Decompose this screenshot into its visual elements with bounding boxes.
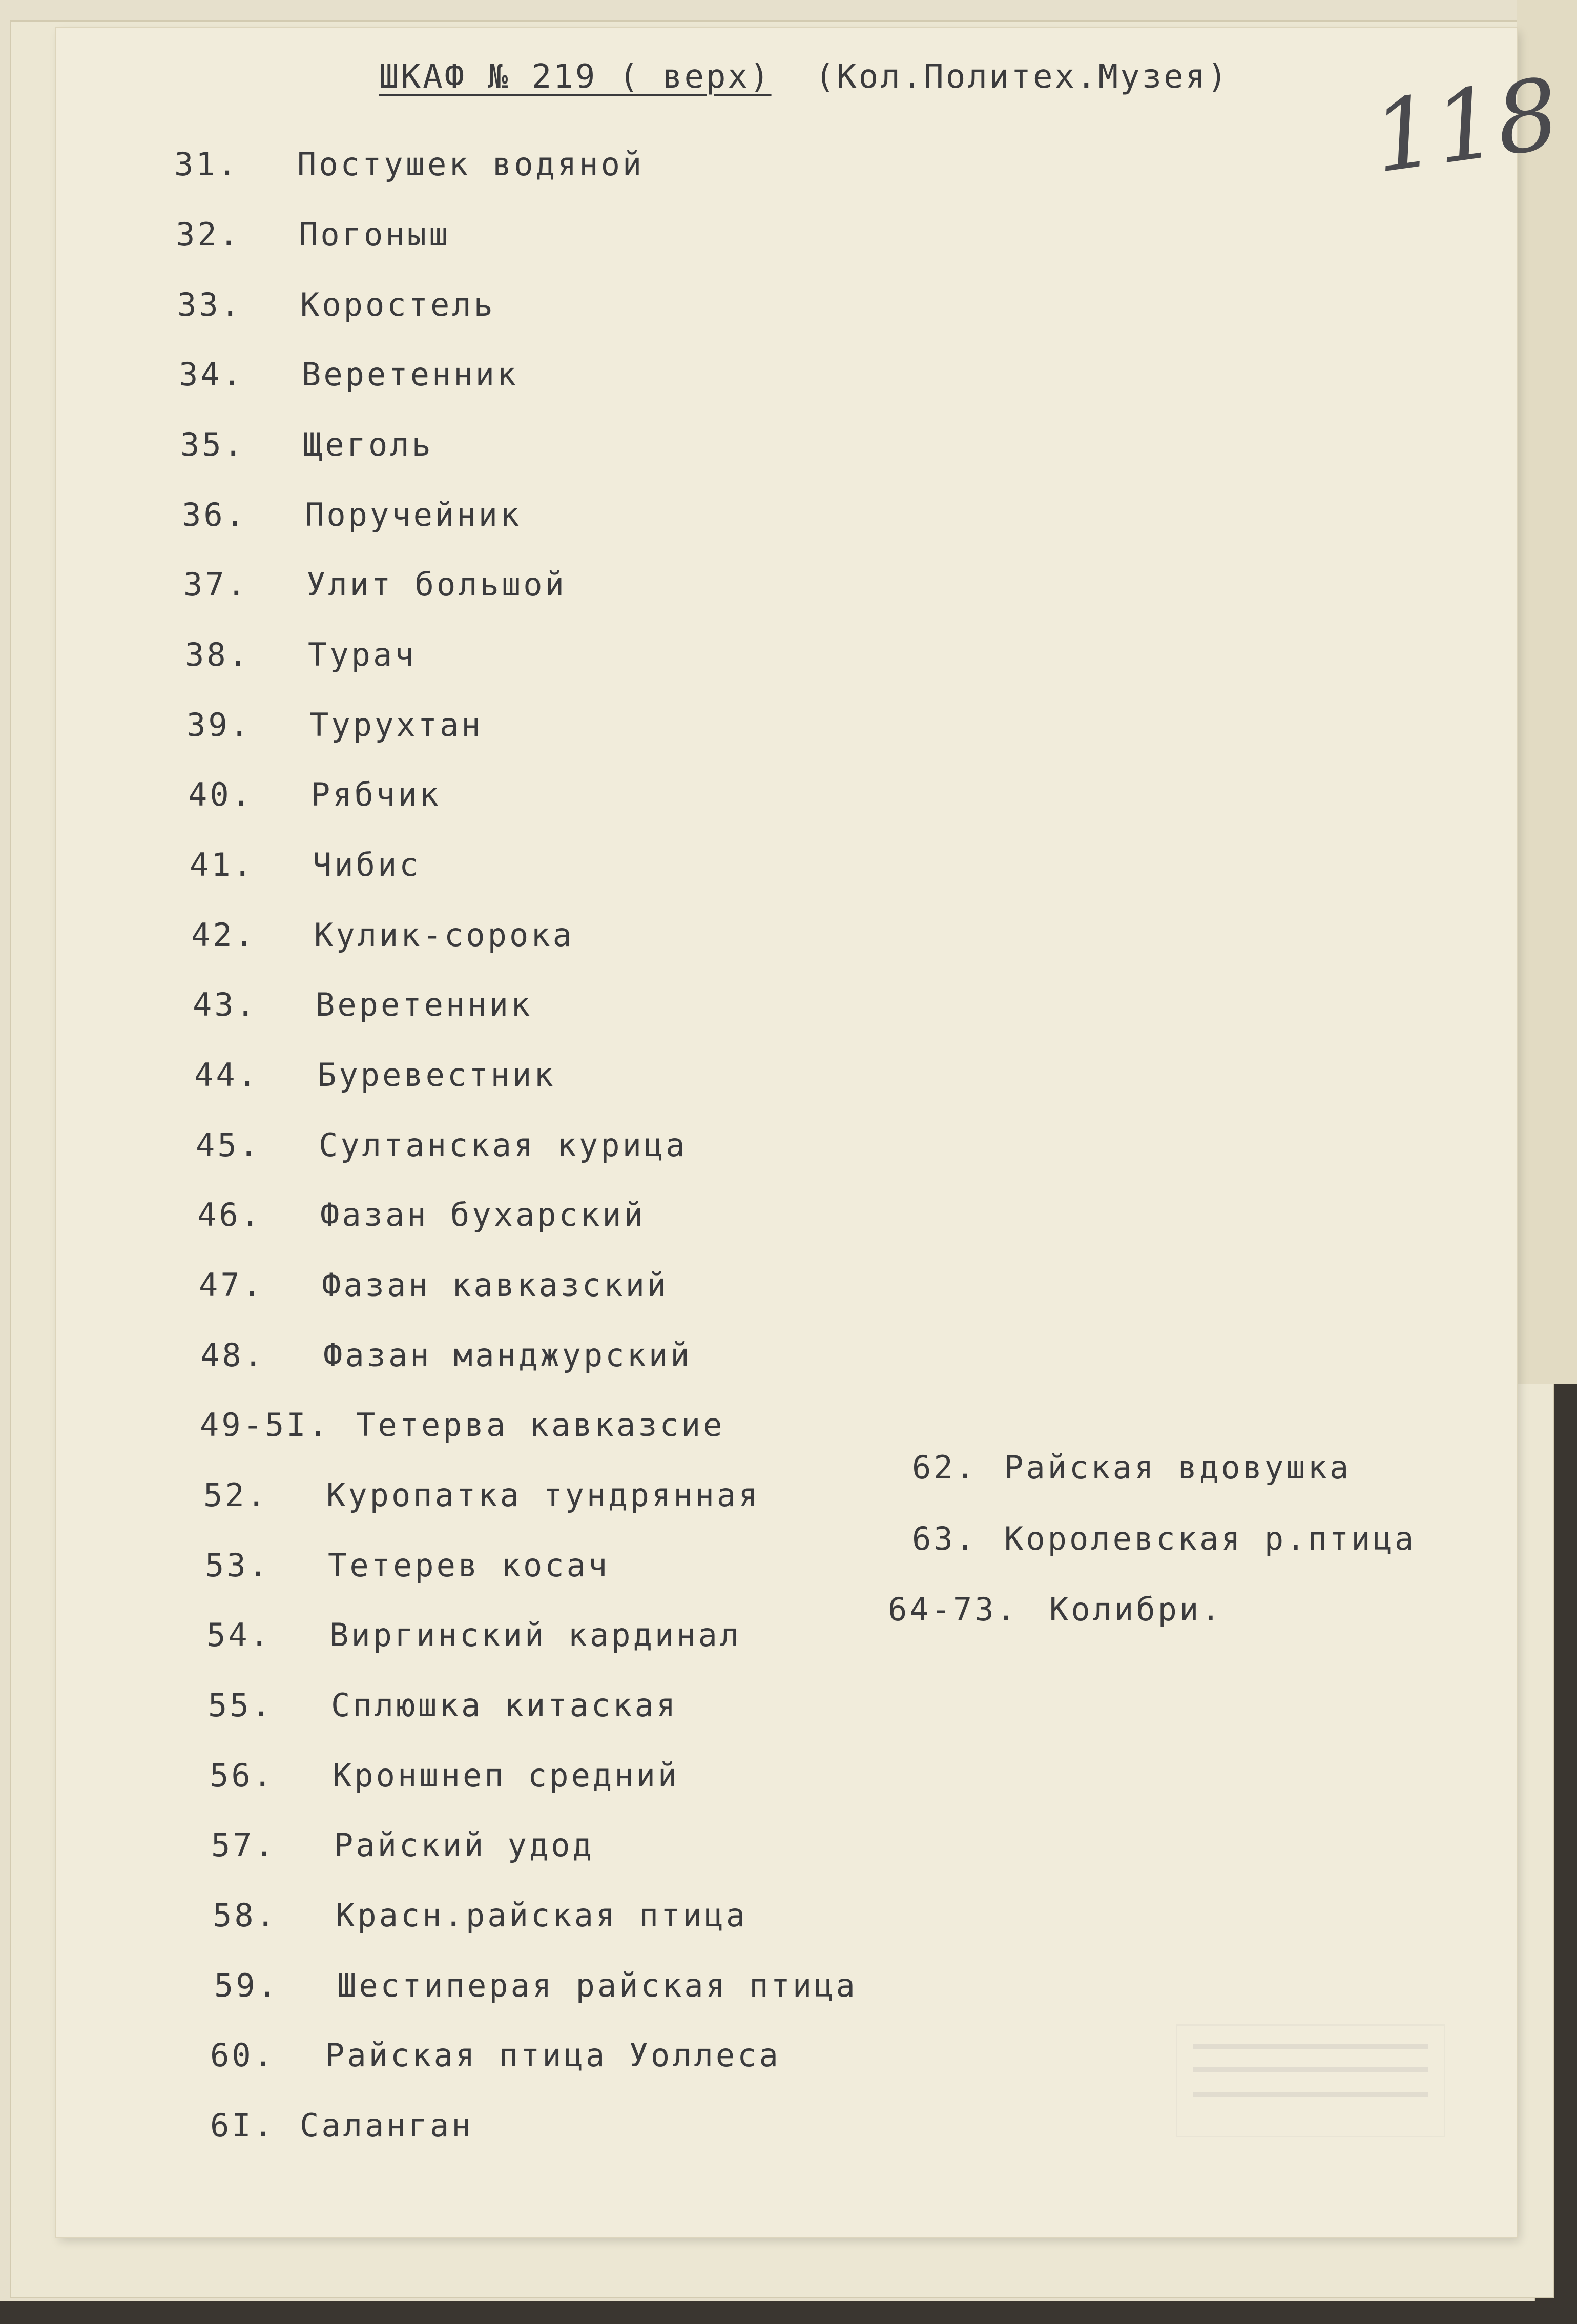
item-name: Щеголь: [303, 426, 433, 463]
item-number: 40.: [188, 776, 253, 813]
item-name: Сплюшка китаская: [331, 1687, 678, 1724]
item-number: 37.: [183, 566, 248, 603]
item-name: Фазан манджурский: [323, 1336, 692, 1374]
item-number: 46.: [197, 1196, 262, 1233]
item-number: 52.: [203, 1476, 268, 1514]
item-name: Веретенник: [316, 986, 533, 1023]
folio-number: 118: [1366, 56, 1566, 195]
item-name: Коростель: [300, 286, 495, 323]
item-number: 56.: [210, 1757, 275, 1794]
item-number: 62.: [912, 1449, 977, 1486]
item-number: 38.: [185, 636, 250, 673]
item-number: 36.: [182, 496, 247, 533]
item-number: 60.: [210, 2037, 275, 2074]
title-note: (Кол.Политех.Музея): [815, 58, 1229, 96]
item-number: 53.: [205, 1547, 270, 1584]
item-number: 43.: [193, 986, 258, 1023]
item-name: Чибис: [313, 846, 421, 883]
item-name: Красн.райская птица: [336, 1897, 748, 1934]
item-name: Турач: [308, 636, 417, 673]
item-name: Шестиперая райская птица: [337, 1967, 858, 2004]
item-name: Фазан бухарский: [320, 1196, 646, 1233]
item-number: 32.: [176, 216, 241, 253]
page-title: [379, 58, 1229, 96]
item-name: Турухтан: [309, 706, 483, 744]
item-name: Саланган: [300, 2107, 473, 2144]
item-number: 33.: [177, 286, 242, 323]
item-name: Тетерев косач: [328, 1547, 610, 1584]
item-name: Постушек водяной: [297, 146, 645, 183]
item-name: Погоныш: [299, 216, 451, 253]
item-number: 42.: [191, 916, 256, 954]
item-name: Райская птица Уоллеса: [325, 2037, 781, 2074]
item-number: 45.: [196, 1126, 261, 1164]
item-name: Рябчик: [311, 776, 441, 813]
item-number: 64-73.: [888, 1591, 1018, 1628]
item-name: Кулик-сорока: [314, 916, 574, 954]
item-name: Королевская р.птица: [1004, 1520, 1417, 1557]
item-name: Райский удод: [334, 1826, 594, 1864]
stamp-line: [1193, 2044, 1428, 2049]
item-number: 41.: [190, 846, 255, 883]
item-number: 44.: [194, 1056, 259, 1094]
item-number: 47.: [199, 1266, 264, 1304]
item-number: 55.: [208, 1687, 273, 1724]
stamp-line: [1193, 2092, 1428, 2097]
item-name: Улит большой: [306, 566, 567, 603]
item-number: 34.: [179, 356, 244, 393]
item-number: 6I.: [210, 2107, 275, 2144]
item-name: Куропатка тундрянная: [326, 1476, 760, 1514]
item-name: Веретенник: [302, 356, 519, 393]
paper-edge-strip: [1517, 0, 1577, 1384]
item-number: 48.: [200, 1336, 265, 1374]
item-number: 35.: [180, 426, 245, 463]
archive-stamp: [1176, 2024, 1445, 2137]
item-number: 39.: [186, 706, 252, 744]
item-number: 59.: [214, 1967, 279, 2004]
item-name: Буревестник: [317, 1056, 556, 1094]
item-name: Султанская курица: [319, 1126, 688, 1164]
item-number: 58.: [213, 1897, 278, 1934]
item-name: Виргинский кардинал: [329, 1616, 742, 1654]
item-number: 63.: [912, 1520, 977, 1557]
stamp-line: [1193, 2067, 1428, 2072]
item-name: Тетерва кавказсие: [356, 1406, 725, 1444]
item-number: 49-5I.: [200, 1406, 330, 1444]
item-number: 54.: [206, 1616, 272, 1654]
item-number: 57.: [211, 1826, 276, 1864]
item-name: Райская вдовушка: [1004, 1449, 1352, 1486]
item-name: Фазан кавказский: [322, 1266, 669, 1304]
item-name: Кроншнеп средний: [333, 1757, 680, 1794]
title-main: ШКАФ № 219 ( верх): [379, 58, 772, 96]
item-name: Колибри.: [1049, 1591, 1223, 1628]
item-number: 31.: [174, 146, 239, 183]
item-name: Поручейник: [305, 496, 522, 533]
